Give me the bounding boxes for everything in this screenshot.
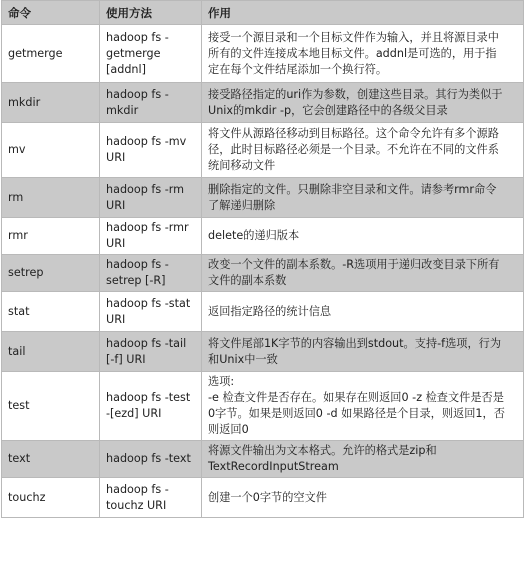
header-usage: 使用方法 [100,1,202,25]
usage-cell [100,441,202,478]
description-cell [202,218,524,255]
usage-line: URI [106,312,126,326]
description-line: 接受一个源目录和一个目标文件作为输入，并且将源目录中 [208,30,499,44]
usage-cell [100,332,202,372]
usage-line: [addnl] [106,62,146,76]
description-line: 径，此时目标路径必须是一个目录。不允许在不同的文件系 [208,143,499,156]
description-cell [202,292,524,332]
description-line: 定在每个文件结尾添加一个换行符。 [208,62,388,76]
command-name-cell: text [2,441,100,478]
table-header-row [2,1,524,25]
usage-line: hadoop fs -tail [106,336,187,350]
table-row [2,372,524,441]
table-row [2,255,524,292]
usage-line: hadoop fs - [106,482,169,496]
command-name-cell: touchz [2,478,100,518]
description-line: 选项: [208,375,235,388]
table-row [2,123,524,178]
command-name-cell: setrep [2,255,100,292]
usage-line: URI [106,237,126,250]
usage-cell [100,478,202,518]
table-row [2,218,524,255]
usage-line: hadoop fs -test [106,391,191,404]
description-line: 则返回0 [208,423,249,436]
table-row [2,441,524,478]
description-line: delete的递归版本 [208,229,300,242]
description-line: 了解递归删除 [208,198,276,212]
command-name-cell: stat [2,292,100,332]
command-name-cell: test [2,372,100,441]
usage-line: URI [106,198,126,212]
description-line: TextRecordInputStream [208,460,339,473]
usage-line: [-f] URI [106,352,146,366]
usage-line: hadoop fs - [106,30,169,44]
command-name-cell: rmr [2,218,100,255]
description-line: 统间移动文件 [208,159,276,172]
description-line: 和Unix中一致 [208,352,278,366]
usage-line: hadoop fs - [106,87,169,101]
usage-cell [100,123,202,178]
table-row [2,478,524,518]
description-line: 改变一个文件的副本系数。-R选项用于递归改变目录下所有 [208,258,500,271]
description-cell [202,123,524,178]
usage-line: hadoop fs -text [106,452,191,465]
command-name-cell: mkdir [2,83,100,123]
description-cell [202,478,524,518]
table-row [2,83,524,123]
usage-line: getmerge [106,46,161,60]
description-cell [202,332,524,372]
table-row [2,178,524,218]
usage-line: hadoop fs -mv [106,135,187,148]
description-line: -e 检查文件是否存在。如果存在则返回0 -z 检查文件是否是 [208,391,504,404]
usage-cell [100,292,202,332]
table-body [2,25,524,518]
usage-cell [100,25,202,83]
usage-line: hadoop fs -rmr [106,221,189,234]
description-line: 文件的副本系数 [208,274,287,287]
description-cell [202,25,524,83]
description-line: 将源文件输出为文本格式。允许的格式是zip和 [208,444,437,457]
usage-line: mkdir [106,103,139,117]
description-cell [202,178,524,218]
usage-line: URI [106,151,126,164]
usage-cell [100,178,202,218]
usage-line: hadoop fs -rm [106,182,185,196]
usage-cell [100,83,202,123]
hadoop-commands-table [1,0,524,518]
usage-line: hadoop fs -stat [106,296,191,310]
table-row [2,332,524,372]
usage-cell [100,218,202,255]
usage-line: touchz URI [106,498,167,512]
table-row [2,292,524,332]
usage-line: hadoop fs - [106,258,169,271]
command-name-cell: getmerge [2,25,100,83]
description-line: 将文件从源路径移动到目标路径。这个命令允许有多个源路 [208,127,499,140]
description-line: 将文件尾部1K字节的内容输出到stdout。支持-f选项，行为 [208,336,502,350]
description-line: 0字节。如果是则返回0 -d 如果路径是个目录，则返回1，否 [208,407,505,420]
usage-cell [100,372,202,441]
description-cell [202,83,524,123]
description-cell [202,441,524,478]
header-purpose: 作用 [202,1,524,25]
description-line: 接受路径指定的uri作为参数，创建这些目录。其行为类似于 [208,87,503,101]
usage-line: -[ezd] URI [106,407,162,420]
command-name-cell: rm [2,178,100,218]
command-name-cell: tail [2,332,100,372]
description-line: 返回指定路径的统计信息 [208,304,332,318]
description-cell [202,372,524,441]
description-line: 创建一个0字节的空文件 [208,490,327,504]
command-name-cell: mv [2,123,100,178]
table-row [2,25,524,83]
description-cell [202,255,524,292]
description-line: Unix的mkdir -p，它会创建路径中的各级父目录 [208,103,448,117]
description-line: 所有的文件连接成本地目标文件。addnl是可选的，用于指 [208,46,497,60]
description-line: 删除指定的文件。只删除非空目录和文件。请参考rmr命令 [208,182,497,196]
header-command: 命令 [2,1,100,25]
usage-cell [100,255,202,292]
usage-line: setrep [-R] [106,274,166,287]
